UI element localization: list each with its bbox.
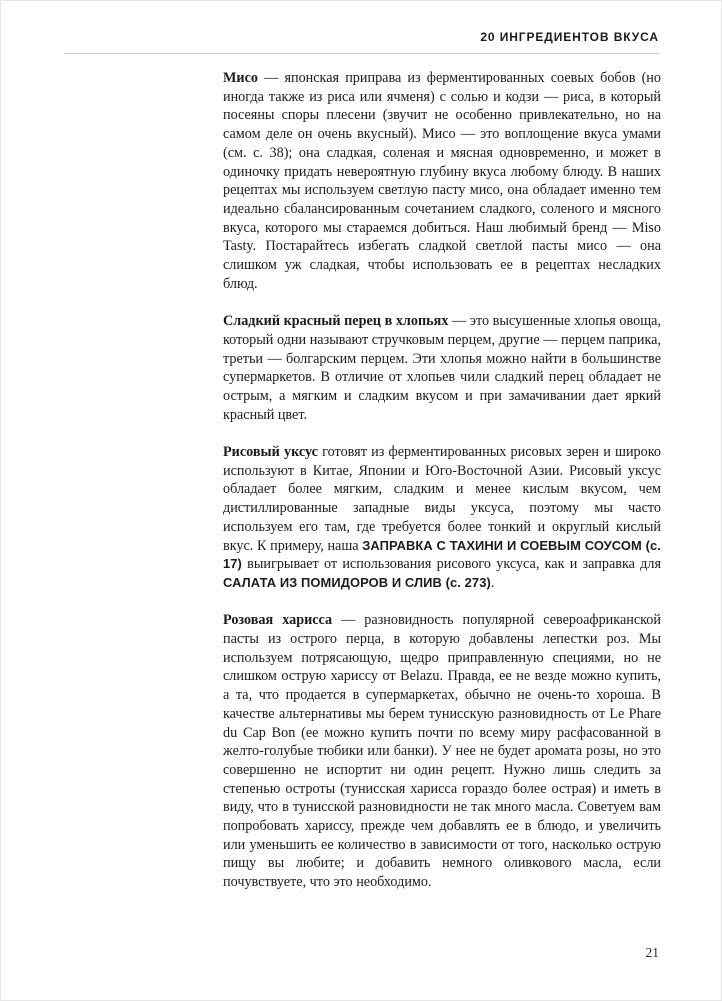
recipe-reference-tahini-soy-dressing: ЗАПРАВКА С ТАХИНИ И СОЕВЫМ СОУСОМ (с. 17) bbox=[223, 537, 661, 572]
page-number: 21 bbox=[645, 945, 659, 960]
paragraph-text: — разновидность популярной североафриканской пасты из острого перца, в которую добавлены лепестки роз. Мы используем потрясающую, щедро приправленную специями, но не слишком острую хариссу от Belazu. Правда, ее не везде можно купить, а та, что продается в супермаркетах, обычно не очень-то хороша. В качестве альтернативы мы берем тунисскую разновидность от Le Phare du Cap Bon (ее можно купить почти по всему миру расфасованной в желто-голубые тюбики или банки). У нее не будет аромата розы, но это совершенно не испортит ни один рецепт. Нужно лишь следить за степенью остроты (тунисская харисса гораздо более острая) и иметь в виду, что в тунисской разновидности не так много масла. Советуем вам попробовать хариссу, прежде чем добавлять ее в блюдо, и увеличить или уменьшить ее количество в зависимости от того, насколько острую пищу вы любите; и добавить немного оливкового масла, если почувствуете, что это необходимо. bbox=[223, 612, 661, 891]
paragraph-miso bbox=[223, 69, 661, 293]
paragraph-text: . bbox=[490, 574, 495, 591]
paragraph-lead-miso: Мисо bbox=[223, 70, 258, 86]
paragraph-text: выигрывает от использования рисового уксуса, как и заправка для bbox=[241, 556, 661, 573]
paragraph-rice-vinegar bbox=[223, 443, 661, 593]
paragraph-sweet-red-pepper-flakes bbox=[223, 312, 661, 424]
paragraph-text: — японская приправа из ферментированных соевых бобов (но иногда также из риса или ячменя) с солью и кодзи — риса, в который посеяны споры плесени (звучит не особенно привлекательно, но на самом деле он очень вкусный). Мисо — это воплощение вкуса умами (см. с. 38); она сладкая, соленая и мясная одновременно, и может в одиночку придать невероятную глубину вкуса любому блюду. В наших рецептах мы используем светлую пасту мисо, она обладает именно тем идеально сбалансированным сочетанием сладкого, соленого и мясного вкуса, которого мы стараемся добиться. Наш любимый бренд — Miso Tasty. Постарайтесь избегать сладкой светлой пасты мисо — она слишком уж сладкая, чтобы использовать ее в рецептах несладких блюд. bbox=[223, 70, 661, 292]
paragraph-lead-rice-vinegar: Рисовый уксус bbox=[223, 444, 318, 461]
paragraph-text: — это высушенные хлопья овоща, который одни называют стручковым перцем, другие — перцем паприка, третьи — болгарским перцем. Эти хлопья можно найти в большинстве супермаркетов. В отличие от хлопьев чили сладкий перец обладает не острым, а мягким и сладким вкусом и при замачивании дает яркий красный цвет. bbox=[223, 313, 661, 423]
paragraph-pink-harissa bbox=[223, 611, 661, 892]
recipe-reference-tomato-plum-salad: САЛАТА ИЗ ПОМИДОРОВ И СЛИВ (с. 273) bbox=[223, 574, 491, 590]
header-divider bbox=[64, 53, 659, 54]
running-header: 20 ИНГРЕДИЕНТОВ ВКУСА bbox=[480, 30, 659, 44]
paragraph-lead-sweet-red-pepper: Сладкий красный перец в хлопьях bbox=[223, 313, 449, 330]
paragraph-text: готовят из ферментированных рисовых зерен и широко используют в Китае, Японии и Юго-Восточной Азии. Рисовый уксус обладает более мягким, сладким и менее кислым вкусом, чем дистиллированные западные виды уксуса, поэтому мы часто используем его там, где требуется более тонкий и округлый кислый вкус. К примеру, наша bbox=[223, 444, 661, 554]
paragraph-lead-pink-harissa: Розовая харисса bbox=[223, 612, 333, 629]
text-column bbox=[223, 69, 661, 892]
